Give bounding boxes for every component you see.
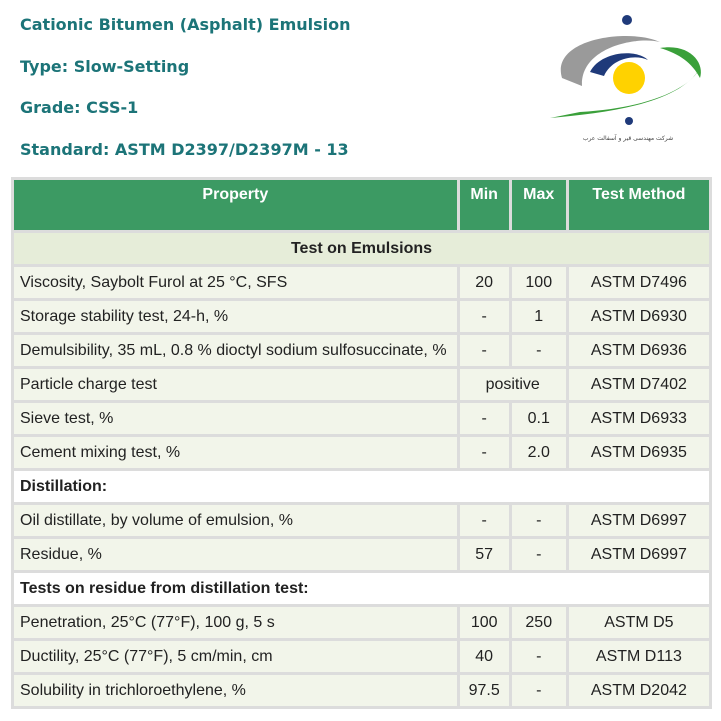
logo-graphic <box>540 8 715 158</box>
cell-min: 20 <box>460 267 509 298</box>
standard-line: Standard: ASTM D2397/D2397M - 13 <box>20 140 349 159</box>
table-row <box>14 403 709 434</box>
cell-min: - <box>460 335 509 366</box>
table-row <box>14 607 709 638</box>
cell-property: Viscosity, Saybolt Furol at 25 °C, SFS <box>14 267 457 298</box>
header-max: Max <box>512 180 566 230</box>
table-row <box>14 505 709 536</box>
cell-max: - <box>512 505 566 536</box>
cell-min: - <box>460 403 509 434</box>
table-row <box>14 301 709 332</box>
table-row <box>14 335 709 366</box>
section-distillation: Distillation: <box>14 471 709 502</box>
company-logo <box>540 8 715 158</box>
cell-test-method: ASTM D6997 <box>569 539 709 570</box>
cell-property: Sieve test, % <box>14 403 457 434</box>
cell-min: 57 <box>460 539 509 570</box>
header-property: Property <box>14 180 457 230</box>
cell-min: 100 <box>460 607 509 638</box>
specification-table <box>11 177 712 709</box>
table-row <box>14 267 709 298</box>
cell-property: Penetration, 25°C (77°F), 100 g, 5 s <box>14 607 457 638</box>
table-row <box>14 641 709 672</box>
cell-max: - <box>512 335 566 366</box>
table-row <box>14 369 709 400</box>
table-row <box>14 539 709 570</box>
section-row <box>14 573 709 604</box>
cell-test-method: ASTM D7402 <box>569 369 709 400</box>
section-row <box>14 471 709 502</box>
cell-property: Demulsibility, 35 mL, 0.8 % dioctyl sodium sulfosuccinate, % <box>14 335 457 366</box>
document-title: Cationic Bitumen (Asphalt) Emulsion <box>20 15 351 34</box>
section-residue-tests: Tests on residue from distillation test: <box>14 573 709 604</box>
grade-line: Grade: CSS-1 <box>20 98 139 117</box>
cell-max: - <box>512 539 566 570</box>
cell-property: Solubility in trichloroethylene, % <box>14 675 457 706</box>
section-row <box>14 233 709 264</box>
cell-min: 40 <box>460 641 509 672</box>
header-min: Min <box>460 180 509 230</box>
cell-property: Cement mixing test, % <box>14 437 457 468</box>
cell-test-method: ASTM D6935 <box>569 437 709 468</box>
cell-test-method: ASTM D7496 <box>569 267 709 298</box>
cell-property: Ductility, 25°C (77°F), 5 cm/min, cm <box>14 641 457 672</box>
cell-max: 1 <box>512 301 566 332</box>
cell-max: 2.0 <box>512 437 566 468</box>
cell-max: 100 <box>512 267 566 298</box>
cell-max: 250 <box>512 607 566 638</box>
cell-test-method: ASTM D6936 <box>569 335 709 366</box>
table-row <box>14 675 709 706</box>
cell-min: 97.5 <box>460 675 509 706</box>
cell-property: Residue, % <box>14 539 457 570</box>
cell-property: Storage stability test, 24-h, % <box>14 301 457 332</box>
cell-test-method: ASTM D2042 <box>569 675 709 706</box>
cell-min: - <box>460 301 509 332</box>
cell-test-method: ASTM D5 <box>569 607 709 638</box>
table-header-row <box>14 180 709 230</box>
cell-max: 0.1 <box>512 403 566 434</box>
section-emulsions: Test on Emulsions <box>14 233 709 264</box>
cell-test-method: ASTM D6997 <box>569 505 709 536</box>
logo-caption: شرکت مهندسی قیر و آسفالت عرب <box>582 135 674 142</box>
table-row <box>14 437 709 468</box>
header-test-method: Test Method <box>569 180 709 230</box>
cell-min: - <box>460 437 509 468</box>
cell-property: Particle charge test <box>14 369 457 400</box>
cell-max: - <box>512 675 566 706</box>
cell-test-method: ASTM D113 <box>569 641 709 672</box>
cell-max: - <box>512 641 566 672</box>
cell-min: - <box>460 505 509 536</box>
cell-test-method: ASTM D6933 <box>569 403 709 434</box>
cell-value: positive <box>460 369 566 400</box>
cell-property: Oil distillate, by volume of emulsion, % <box>14 505 457 536</box>
type-line: Type: Slow-Setting <box>20 57 190 76</box>
cell-test-method: ASTM D6930 <box>569 301 709 332</box>
